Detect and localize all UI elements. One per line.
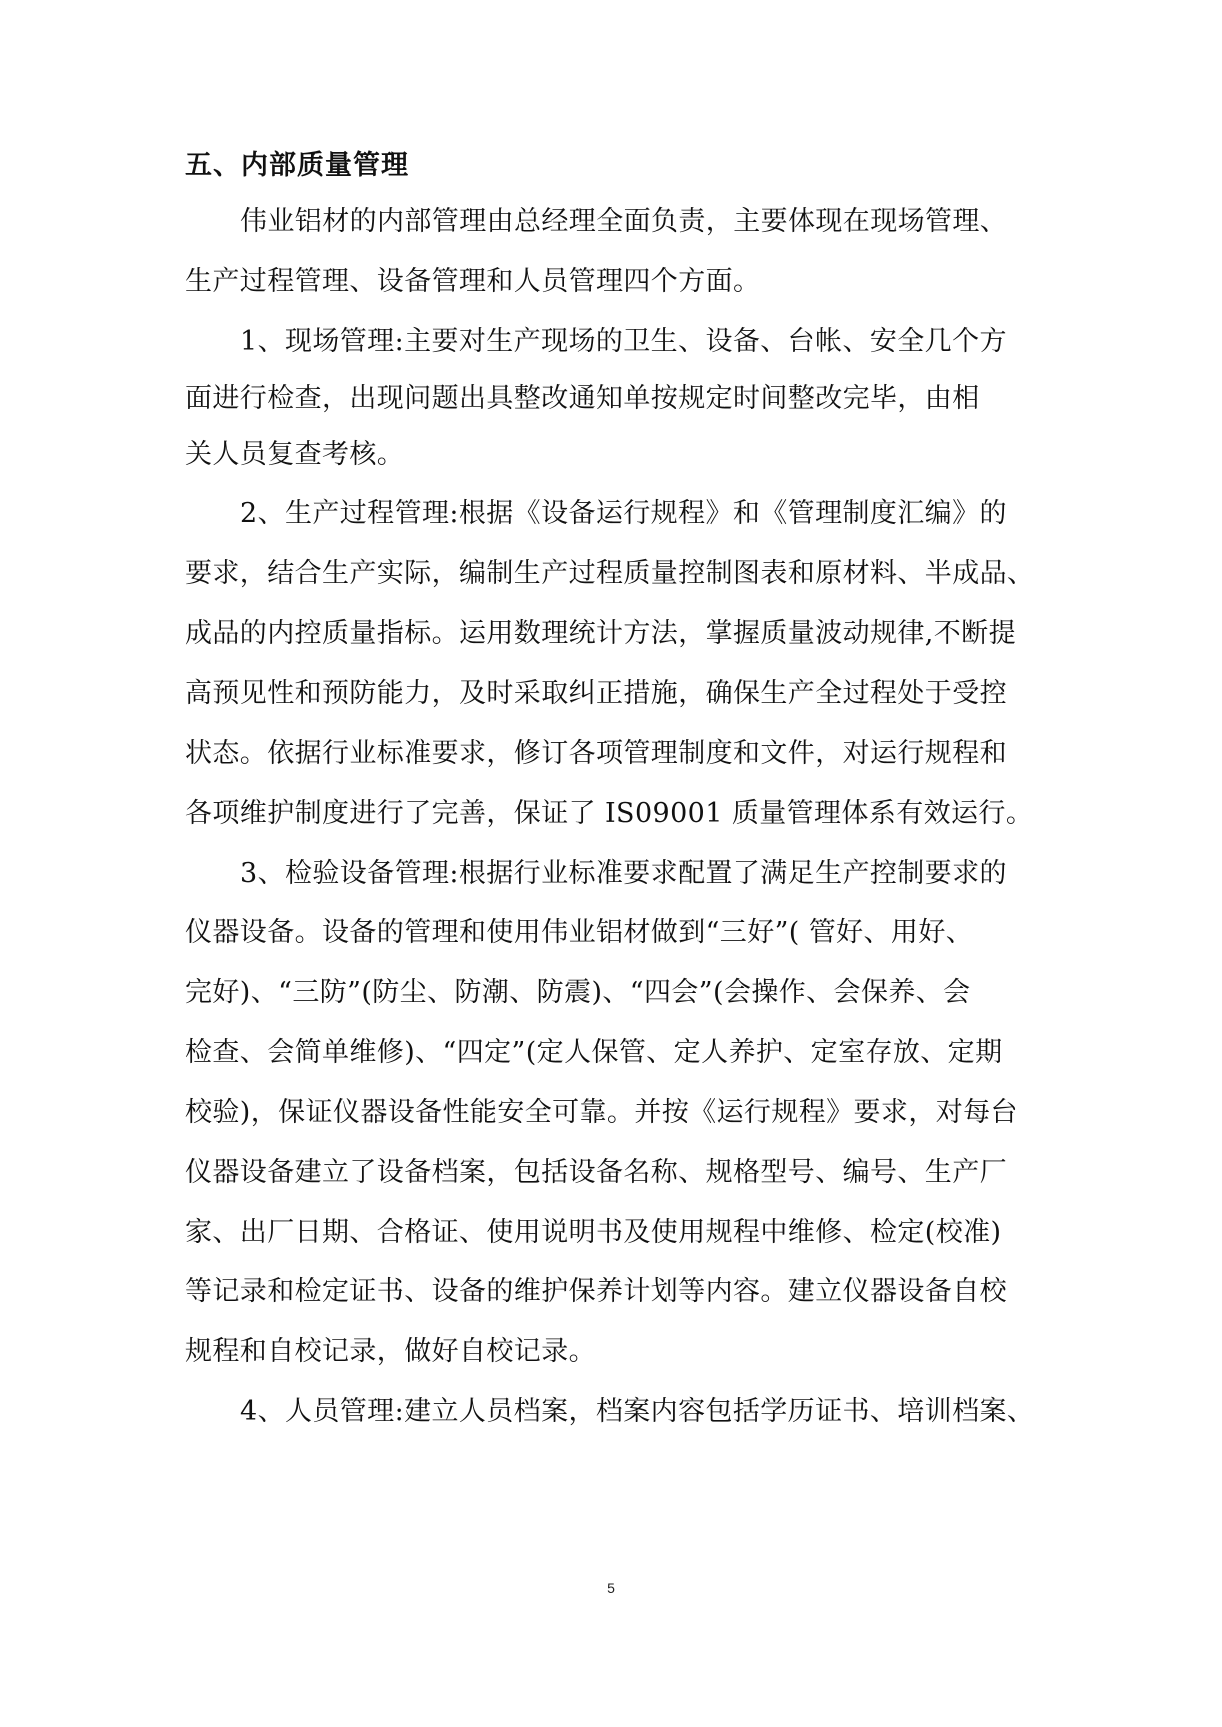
paragraph-line: 4、人员管理:建立人员档案，档案内容包括学历证书、培训档案、 bbox=[240, 1396, 1035, 1427]
paragraph-line: 生产过程管理、设备管理和人员管理四个方面。 bbox=[185, 266, 761, 297]
paragraph-line: 仪器设备。设备的管理和使用伟业铝材做到“三好”( 管好、用好、 bbox=[185, 917, 974, 948]
paragraph-line: 状态。依据行业标准要求，修订各项管理制度和文件，对运行规程和 bbox=[185, 738, 1007, 769]
paragraph-line: 仪器设备建立了设备档案，包括设备名称、规格型号、编号、生产厂 bbox=[185, 1157, 1007, 1188]
paragraph-line: 高预见性和预防能力，及时采取纠正措施，确保生产全过程处于受控 bbox=[185, 678, 1007, 709]
section-heading: 五、内部质量管理 bbox=[185, 150, 409, 181]
paragraph-line: 关人员复查考核。 bbox=[185, 439, 405, 470]
paragraph-line: 家、出厂日期、合格证、使用说明书及使用规程中维修、检定(校准) bbox=[185, 1217, 1002, 1248]
paragraph-line: 规程和自校记录，做好自校记录。 bbox=[185, 1336, 596, 1367]
paragraph-line: 1、现场管理:主要对生产现场的卫生、设备、台帐、安全几个方 bbox=[240, 326, 1007, 357]
paragraph-line: 等记录和检定证书、设备的维护保养计划等内容。建立仪器设备自校 bbox=[185, 1276, 1007, 1307]
paragraph-line: 要求，结合生产实际，编制生产过程质量控制图表和原材料、半成品、 bbox=[185, 558, 1035, 589]
paragraph-line: 伟业铝材的内部管理由总经理全面负责，主要体现在现场管理、 bbox=[240, 206, 1008, 237]
paragraph-line: 成品的内控质量指标。运用数理统计方法，掌握质量波动规律,不断提 bbox=[185, 618, 1016, 649]
paragraph-line: 3、检验设备管理:根据行业标准要求配置了满足生产控制要求的 bbox=[240, 858, 1007, 889]
paragraph-line: 校验)，保证仪器设备性能安全可靠。并按《运行规程》要求，对每台 bbox=[185, 1097, 1018, 1128]
paragraph-line: 2、生产过程管理:根据《设备运行规程》和《管理制度汇编》的 bbox=[240, 498, 1007, 529]
paragraph-line: 完好)、“三防”(防尘、防潮、防震)、“四会”(会操作、会保养、会 bbox=[185, 977, 971, 1008]
page-number: 5 bbox=[607, 1580, 615, 1596]
paragraph-line: 检查、会简单维修)、“四定”(定人保管、定人养护、定室存放、定期 bbox=[185, 1037, 1003, 1068]
paragraph-line: 各项维护制度进行了完善，保证了 IS09001 质量管理体系有效运行。 bbox=[185, 798, 1034, 829]
paragraph-line: 面进行检查，出现问题出具整改通知单按规定时间整改完毕，由相 bbox=[185, 383, 980, 414]
